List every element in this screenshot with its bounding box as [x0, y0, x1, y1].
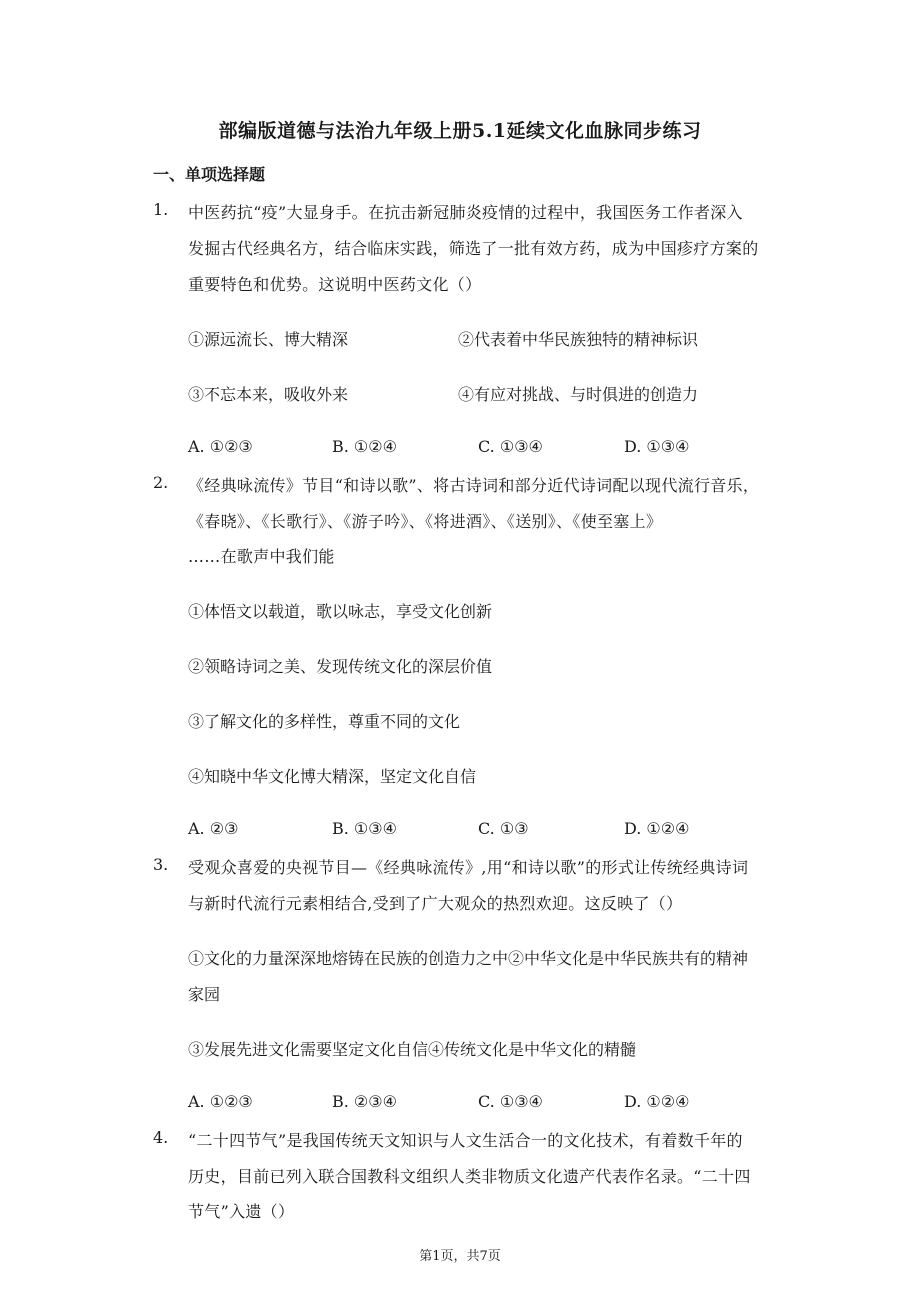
question-3-option-b[interactable]: B. ②③④ [332, 1092, 397, 1111]
question-2-statement-3: ③了解文化的多样性，尊重不同的文化 [188, 712, 461, 731]
question-3-line-2: 与新时代流行元素相结合,受到了广大观众的热烈欢迎。这反映了（） [188, 894, 683, 913]
question-2-options [188, 819, 748, 843]
question-1-line-3: 重要特色和优势。这说明中医药文化（） [188, 275, 482, 294]
question-1-line-1: 中医药抗“疫”大显身手。在抗击新冠肺炎疫情的过程中，我国医务工作者深入 [188, 203, 743, 222]
question-3-options [188, 1092, 748, 1116]
question-1-line-2: 发掘古代经典名方，结合临床实践，筛选了一批有效方药，成为中国疹疗方案的 [188, 239, 759, 258]
question-2-option-d[interactable]: D. ①②④ [624, 819, 690, 838]
question-3-statement-1-cont: 家园 [188, 985, 221, 1004]
page-footer: 第1页，共7页 [419, 1249, 501, 1264]
question-4-line-1: “二十四节气”是我国传统天文知识与人文生活合一的文化技术，有着数千年的 [188, 1131, 743, 1150]
question-3-line-1: 受观众喜爱的央视节目—《经典咏流传》,用“和诗以歌”的形式让传统经典诗词 [188, 858, 749, 877]
question-1-statement-4: ④有应对挑战、与时俱进的创造力 [458, 385, 699, 404]
question-4-line-2: 历史，目前已列入联合国教科文组织人类非物质文化遗产代表作名录。“二十四 [188, 1167, 751, 1186]
question-2-statement-1: ①体悟文以载道，歌以咏志，享受文化创新 [188, 602, 493, 621]
question-3-option-d[interactable]: D. ①②④ [624, 1092, 690, 1111]
question-4-number: 4. [153, 1128, 169, 1147]
question-2-statement-4: ④知晓中华文化博大精深，坚定文化自信 [188, 767, 477, 786]
question-1-option-d[interactable]: D. ①③④ [624, 437, 690, 456]
question-2-statement-2: ②领略诗词之美、发现传统文化的深层价值 [188, 657, 493, 676]
question-3-option-c[interactable]: C. ①③④ [478, 1092, 543, 1111]
question-1-statement-3: ③不忘本来，吸收外来 [188, 385, 349, 404]
question-1-statement-1: ①源远流长、博大精深 [188, 330, 349, 349]
question-1-option-c[interactable]: C. ①③④ [478, 437, 543, 456]
question-2-option-b[interactable]: B. ①③④ [332, 819, 397, 838]
question-2-option-a[interactable]: A. ②③ [188, 819, 239, 838]
question-1-option-b[interactable]: B. ①②④ [332, 437, 397, 456]
question-1-statement-2: ②代表着中华民族独特的精神标识 [458, 330, 699, 349]
question-2-number: 2. [153, 473, 169, 492]
question-1-number: 1. [153, 200, 169, 219]
question-3-statement-2: ③发展先进文化需要坚定文化自信④传统文化是中华文化的精髓 [188, 1040, 637, 1059]
question-3-option-a[interactable]: A. ①②③ [188, 1092, 253, 1111]
section-heading: 一、单项选择题 [153, 165, 266, 184]
question-4-line-3: 节气”入遗（） [188, 1202, 295, 1221]
question-2-option-c[interactable]: C. ①③ [478, 819, 529, 838]
question-2-line-1: 《经典咏流传》节目“和诗以歌”、将古诗词和部分近代诗词配以现代流行音乐， [188, 476, 760, 495]
question-2-line-2: 《春晓》、《长歌行》、《游子吟》、《将进酒》、《送别》、《使至塞上》 [188, 512, 663, 531]
question-3-statement-1: ①文化的力量深深地熔铸在民族的创造力之中②中华文化是中华民族共有的精神 [188, 949, 749, 968]
question-3-number: 3. [153, 855, 169, 874]
question-1-options [188, 437, 748, 461]
document-title: 部编版道德与法治九年级上册5.1延续文化血脉同步练习 [218, 120, 702, 142]
question-2-line-3: ……在歌声中我们能 [188, 547, 335, 566]
question-1-option-a[interactable]: A. ①②③ [188, 437, 253, 456]
